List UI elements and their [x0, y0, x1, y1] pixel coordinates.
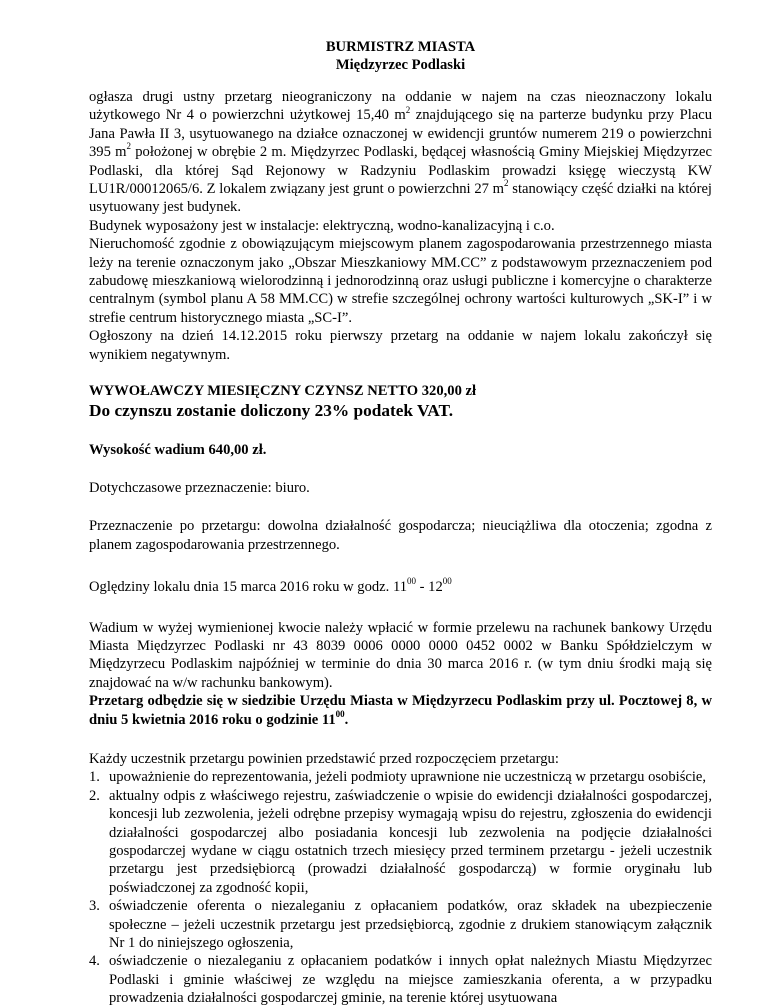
list-item-text: oświadczenie oferenta o niezaleganiu z opłacaniem podatków, oraz składek na ubezpieczenie społeczne – jeżeli uczestnik przetargu jest przedsiębiorcą, zgodnie z drukiem stanowiącym załącznik Nr 1 do niniejszego ogłoszenia,: [109, 898, 712, 952]
inspection-date: [89, 578, 712, 596]
inspection-text: Oględziny lokalu dnia 15 marca 2016 roku w godz. 11: [89, 579, 408, 596]
requirements-intro: Każdy uczestnik przetargu powinien przedstawić przed rozpoczęciem przetargu:: [89, 750, 559, 767]
payment-instructions: Wadium w wyżej wymienionej kwocie należy wpłacić w formie przelewu na rachunek bankowy Urzędu Miasta Międzyrzec Podlaski nr 43 8039 0006 0000 0000 0452 0002 w Banku Spółdzielczym w Międzyrzecu Podlaskim najpóźniej w terminie do dnia 30 marca 2016 r. (w tym dniu środki mają się znajdować na w/w rachunku bankowym).: [89, 619, 712, 691]
list-item-text: oświadczenie o niezaleganiu z opłacaniem podatków i innych opłat należnych Miastu Międzyrzec Podlaski i gminie właściwej ze względu na miejsce zamieszkania oferenta, a w przypadku prowadzenia działalności gospodarczej gminie, na terenie której usytuowana: [109, 953, 712, 1007]
inspection-sup-1: 00: [407, 576, 417, 587]
list-item-number: 3.: [89, 898, 100, 915]
inspection-sup-2: 00: [442, 576, 452, 587]
intro-text-4: stanowiący część działki na której usytuowany jest budynek.: [89, 181, 712, 216]
list-item: [89, 768, 712, 786]
list-item-number: 1.: [89, 769, 100, 786]
venue-sup: 00: [335, 708, 345, 719]
venue-end: .: [344, 711, 349, 728]
vat-note: Do czynszu zostanie doliczony 23% podatek VAT.: [89, 400, 454, 420]
inspection-dash: - 12: [416, 579, 443, 596]
intro-text-2: znajdującego się na parterze budynku przy Placu Jana Pawła II 3, usytuowanego na działce oznaczonej w ewidencji gruntów numerem 219 o powierzchni 395 m: [89, 107, 713, 161]
list-item: [89, 787, 712, 897]
issuer-town: Międzyrzec Podlaski: [335, 57, 466, 73]
requirements-list: [89, 768, 712, 1007]
installations-text: Budynek wyposażony jest w instalacje: elektryczną, wodno-kanalizacyjną i c.o.: [89, 217, 555, 234]
future-use: Przeznaczenie po przetargu: dowolna działalność gospodarcza; nieuciążliwa dla otoczenia; zgodna z planem zagospodarowania przestrzennego.: [89, 518, 712, 553]
intro-sup-1: 2: [405, 104, 411, 115]
intro-sup-2: 2: [126, 141, 131, 152]
list-item-text: aktualny odpis z właściwego rejestru, zaświadczenie o wpisie do ewidencji działalności gospodarczej, koncesji lub zezwolenia, jeżeli odrębne przepisy wymagają wpisu do rejestru, zgłoszenia do ewidencji działalności gospodarczej albo posiadania koncesji lub zezwolenia na podjęcie działalności gospodarczej wydane w ciągu ostatnich trzech miesięcy przed terminem przetargu - jeżeli uczestnik przetargu jest przedsiębiorcą (prowadzi działalność gospodarczą) w formie oryginału lub poświadczonej za zgodność kopii,: [109, 787, 712, 896]
document-header: [89, 38, 712, 74]
intro-sup-3: 2: [504, 178, 509, 189]
intro-text-1: ogłasza drugi ustny przetarg nieograniczony na oddanie w najem na czas nieoznaczony lokalu użytkowego Nr 4 o powierzchni użytkowej 15,40 m: [89, 89, 712, 124]
current-use: Dotychczasowe przeznaczenie: biuro.: [89, 479, 310, 496]
announcement-intro: [89, 88, 712, 217]
intro-text-3: położonej w obrębie 2 m. Międzyrzec Podlaski, będącej własnością Gminy Miejskiej Międzyrzec Podlaski, dla której Sąd Rejonowy w Radzyniu Podlaskim prowadzi księgę wieczystą KW LU1R/00012065/6. Z lokalem związany jest grunt o powierzchni 27 m: [89, 144, 712, 198]
list-item-number: 4.: [89, 953, 100, 970]
zoning-text: Nieruchomość zgodnie z obowiązującym miejscowym planem zagospodarowania przestrzennego miasta leży na terenie oznaczonym jako „Obszar Mieszkaniowy MM.CC” z podstawowym przeznaczeniem pod zabudowę mieszkaniową wielorodzinną i jednorodzinną oraz usługi publiczne i komercyjne o charakterze centralnym (symbol planu A 58 MM.CC) w strefie szczególnej ochrony wartości kulturowych „SK-I” i w strefie centrum historycznego miasta „SC-I”.: [89, 236, 712, 326]
list-item: [89, 952, 712, 1007]
deposit-amount: Wysokość wadium 640,00 zł.: [89, 441, 267, 458]
list-item-number: 2.: [89, 787, 100, 804]
list-item: [89, 897, 712, 952]
venue-text: Przetarg odbędzie się w siedzibie Urzędu Miasta w Międzyrzecu Podlaskim przy ul. Pocztowej 8, w dniu 5 kwietnia 2016 roku o godzinie 11: [89, 693, 712, 728]
issuer-title: BURMISTRZ MIASTA: [325, 39, 476, 55]
first-tender-text: Ogłoszony na dzień 14.12.2015 roku pierwszy przetarg na oddanie w najem lokalu zakończył się wynikiem negatywnym.: [89, 328, 712, 363]
list-item-text: upoważnienie do reprezentowania, jeżeli podmioty uprawnione nie uczestniczą w przetargu osobiście,: [109, 769, 707, 786]
starting-rent: WYWOŁAWCZY MIESIĘCZNY CZYNSZ NETTO 320,00 zł: [89, 383, 477, 400]
tender-venue: [89, 692, 712, 729]
